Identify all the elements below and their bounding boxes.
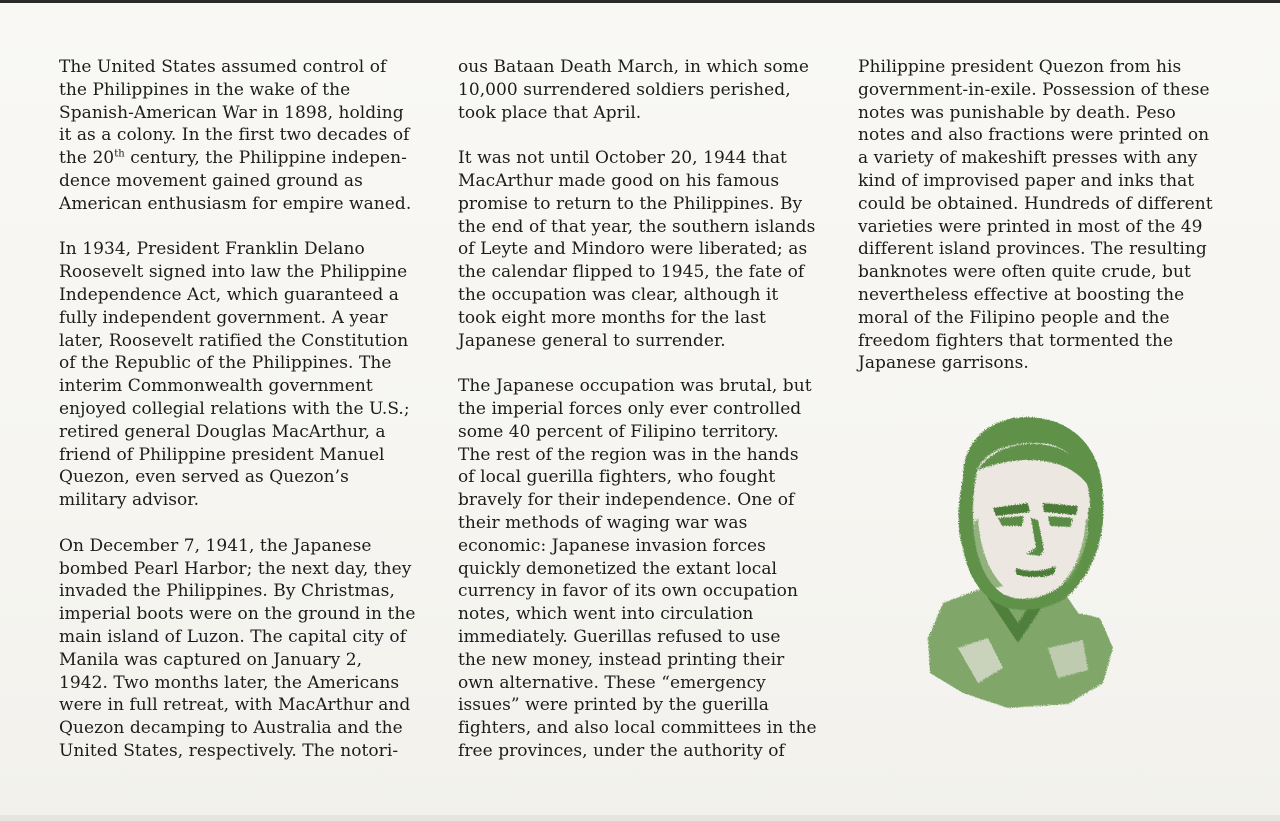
text-line: a variety of makeshift presses with any <box>858 148 1198 169</box>
text-line: The Japanese occupation was brutal, but <box>458 376 812 397</box>
text-line: Roosevelt signed into law the Philippine <box>59 262 408 283</box>
text-line: currency in favor of its own occupation <box>458 581 798 602</box>
text-line: fighters, and also local committees in the <box>458 718 817 739</box>
text-line: interim Commonwealth government <box>59 376 373 397</box>
text-line: fully independent government. A year <box>59 307 388 328</box>
text-line: invaded the Philippines. By Christmas, <box>59 581 395 602</box>
text-segment: the 20 <box>59 148 115 169</box>
text-column-2 <box>458 56 838 786</box>
text-line: Quezon, even served as Quezon’s <box>59 467 349 488</box>
text-line: free provinces, under the authority of <box>458 740 785 761</box>
text-line: freedom fighters that tormented the <box>858 330 1174 351</box>
text-line: the Philippines in the wake of the <box>59 79 351 100</box>
text-column-3 <box>858 56 1243 398</box>
text-line: MacArthur made good on his famous <box>458 170 780 191</box>
text-line: it as a colony. In the first two decades of <box>59 125 410 146</box>
text-line: bombed Pearl Harbor; the next day, they <box>59 558 412 579</box>
text-line: the imperial forces only ever controlled <box>458 398 802 419</box>
portrait-ink <box>928 417 1113 708</box>
text-line: took place that April. <box>458 102 642 123</box>
text-line: Independence Act, which guaranteed a <box>59 284 399 305</box>
text-line: promise to return to the Philippines. By <box>458 193 803 214</box>
text-line: later, Roosevelt ratified the Constitution <box>59 330 409 351</box>
text-line: different island provinces. The resulting <box>858 239 1207 260</box>
text-line: Manila was captured on January 2, <box>59 649 363 670</box>
text-line: immediately. Guerillas refused to use <box>458 626 781 647</box>
ordinal-superscript: th <box>114 148 125 160</box>
text-line: kind of improvised paper and inks that <box>858 170 1195 191</box>
paragraph <box>458 147 838 352</box>
text-line: notes, which went into circulation <box>458 604 754 625</box>
paragraph <box>59 56 439 216</box>
text-line: The United States assumed control of <box>59 57 387 77</box>
text-line: the end of that year, the southern islands <box>458 216 816 237</box>
text-line: main island of Luzon. The capital city of <box>59 626 407 647</box>
text-line: bravely for their independence. One of <box>458 490 795 511</box>
paragraph <box>458 375 838 763</box>
text-line: Spanish-American War in 1898, holding <box>59 102 404 123</box>
text-line: took eight more months for the last <box>458 307 766 328</box>
text-line: quickly demonetized the extant local <box>458 558 778 579</box>
text-line: of local guerilla fighters, who fought <box>458 467 776 488</box>
text-column-1 <box>59 56 439 786</box>
text-line: On December 7, 1941, the Japanese <box>59 535 372 556</box>
text-line: Japanese general to surrender. <box>458 330 726 351</box>
text-line: varieties were printed in most of the 49 <box>858 216 1203 237</box>
text-line: retired general Douglas MacArthur, a <box>59 421 386 442</box>
paragraph <box>59 535 439 763</box>
quezon-portrait-stamp-icon <box>918 408 1118 713</box>
text-line: Japanese garrisons. <box>858 353 1029 374</box>
text-line: the calendar flipped to 1945, the fate of <box>458 262 805 283</box>
text-line: issues” were printed by the guerilla <box>458 695 769 716</box>
paragraph <box>59 238 439 512</box>
text-line: government-in-exile. Possession of these <box>858 79 1210 100</box>
text-line: Philippine president Quezon from his <box>858 57 1182 77</box>
text-line: moral of the Filipino people and the <box>858 307 1170 328</box>
page-bottom-edge <box>0 815 1280 821</box>
text-line: own alternative. These “emergency <box>458 672 766 693</box>
text-line: of the Republic of the Philippines. The <box>59 353 392 374</box>
text-line: enjoyed collegial relations with the U.S.; <box>59 398 410 419</box>
text-line: 10,000 surrendered soldiers perished, <box>458 79 791 100</box>
text-line: notes was punishable by death. Peso <box>858 102 1176 123</box>
text-line: friend of Philippine president Manuel <box>59 444 385 465</box>
text-line: their methods of waging war was <box>458 512 748 533</box>
text-line: the occupation was clear, although it <box>458 284 779 305</box>
text-line: It was not until October 20, 1944 that <box>458 148 787 169</box>
text-line: notes and also fractions were printed on <box>858 125 1210 146</box>
text-line <box>59 147 439 170</box>
text-line: imperial boots were on the ground in the <box>59 604 416 625</box>
text-segment: century, the Philippine indepen- <box>124 148 407 169</box>
text-line: Quezon decamping to Australia and the <box>59 718 403 739</box>
text-line: In 1934, President Franklin Delano <box>59 239 365 260</box>
paragraph <box>858 56 1243 375</box>
text-line: American enthusiasm for empire waned. <box>59 193 412 214</box>
text-line: could be obtained. Hundreds of different <box>858 193 1213 214</box>
text-line: military advisor. <box>59 490 200 511</box>
text-line: were in full retreat, with MacArthur and <box>59 695 411 716</box>
text-line: the new money, instead printing their <box>458 649 785 670</box>
text-line: The rest of the region was in the hands <box>458 444 799 465</box>
text-line: ous Bataan Death March, in which some <box>458 57 809 77</box>
text-line: of Leyte and Mindoro were liberated; as <box>458 239 808 260</box>
paragraph <box>458 56 838 124</box>
text-line: 1942. Two months later, the Americans <box>59 672 400 693</box>
top-rule <box>0 0 1280 3</box>
text-line: nevertheless effective at boosting the <box>858 284 1185 305</box>
text-line: banknotes were often quite crude, but <box>858 262 1191 283</box>
text-line: economic: Japanese invasion forces <box>458 535 766 556</box>
text-line: some 40 percent of Filipino territory. <box>458 421 779 442</box>
text-line: dence movement gained ground as <box>59 170 363 191</box>
text-line: United States, respectively. The notori- <box>59 740 399 761</box>
